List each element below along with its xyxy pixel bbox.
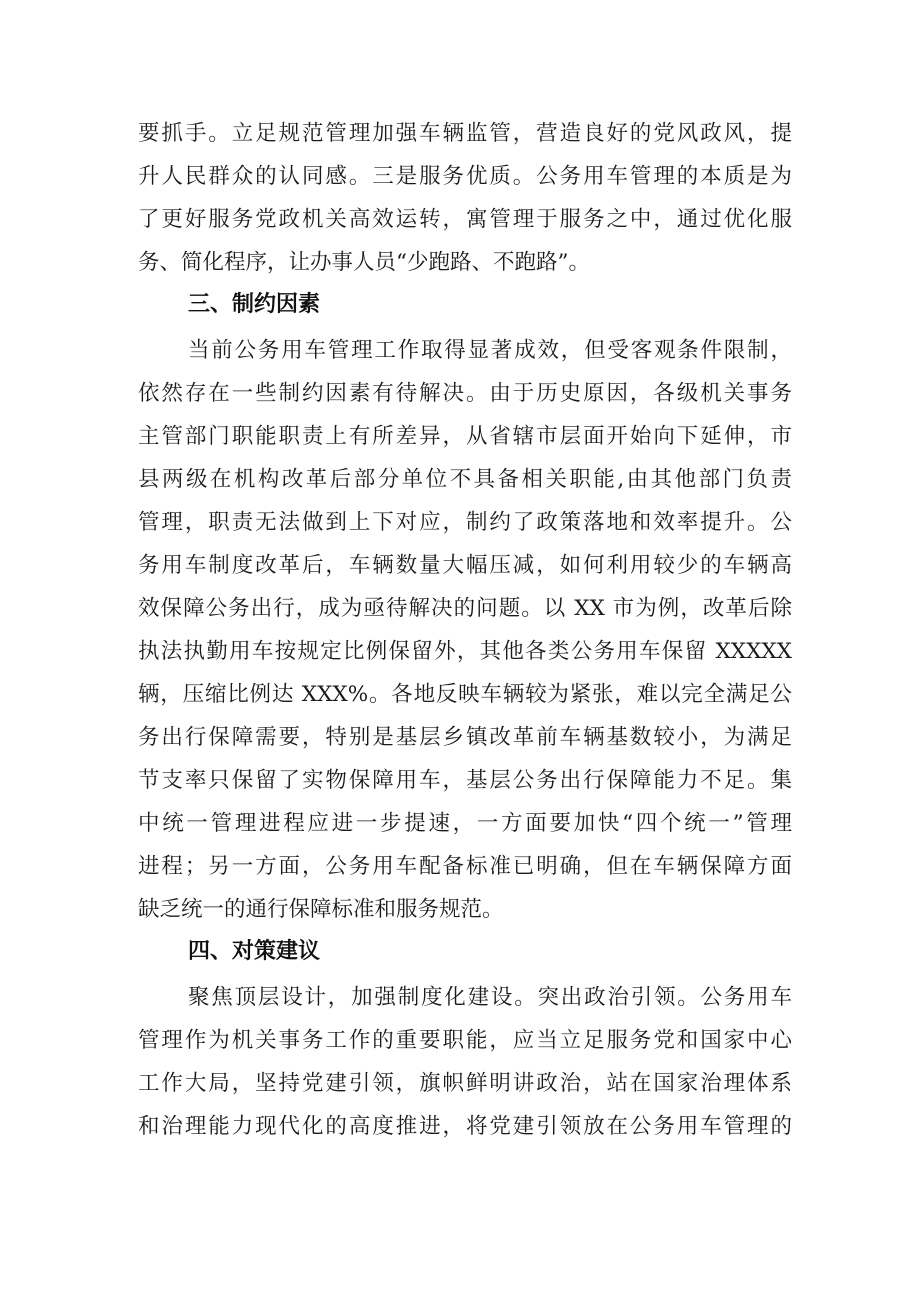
paragraph-line: 主管部门职能职责上有所差异，从省辖市层面开始向下延伸，市 [138, 424, 792, 449]
paragraph-line: 务用车制度改革后，车辆数量大幅压减，如何利用较少的车辆高 [138, 553, 792, 578]
paragraph-line: 了更好服务党政机关高效运转，寓管理于服务之中，通过优化服 [138, 207, 792, 232]
paragraph-line: 聚焦顶层设计，加强制度化建设。突出政治引领。公务用车 [188, 985, 792, 1010]
section-heading-recommendations: 四、对策建议 [188, 939, 321, 964]
paragraph-line: 依然存在一些制约因素有待解决。由于历史原因，各级机关事务 [138, 381, 792, 406]
paragraph-line: 管理作为机关事务工作的重要职能，应当立足服务党和国家中心 [138, 1028, 792, 1053]
paragraph-line: 务、简化程序，让办事人员“少跑路、不跑路”。 [138, 250, 590, 275]
paragraph-line: 务出行保障需要，特别是基层乡镇改革前车辆基数较小，为满足 [138, 725, 792, 750]
paragraph-line: 中统一管理进程应进一步提速，一方面要加快“四个统一”管理 [138, 811, 792, 836]
paragraph-line: 进程；另一方面，公务用车配备标准已明确，但在车辆保障方面 [138, 854, 792, 879]
paragraph-line: 县两级在机构改革后部分单位不具备相关职能,由其他部门负责 [138, 467, 792, 492]
paragraph-line: 执法执勤用车按规定比例保留外，其他各类公务用车保留 XXXXX [138, 639, 792, 664]
paragraph-line: 要抓手。立足规范管理加强车辆监管，营造良好的党风政风，提 [138, 121, 792, 146]
paragraph-line: 和治理能力现代化的高度推进，将党建引领放在公务用车管理的 [138, 1114, 792, 1139]
paragraph-line: 管理，职责无法做到上下对应，制约了政策落地和效率提升。公 [138, 510, 792, 535]
paragraph-line: 辆，压缩比例达 XXX%。各地反映车辆较为紧张，难以完全满足公 [138, 682, 792, 707]
section-heading-constraints: 三、制约因素 [188, 292, 321, 317]
paragraph-line: 升人民群众的认同感。三是服务优质。公务用车管理的本质是为 [138, 164, 792, 189]
paragraph-line: 效保障公务出行，成为亟待解决的问题。以 XX 市为例，改革后除 [138, 596, 792, 621]
paragraph-line: 节支率只保留了实物保障用车，基层公务出行保障能力不足。集 [138, 768, 792, 793]
paragraph-line: 工作大局，坚持党建引领，旗帜鲜明讲政治，站在国家治理体系 [138, 1071, 792, 1096]
paragraph-line: 缺乏统一的通行保障标准和服务规范。 [138, 897, 504, 922]
paragraph-line: 当前公务用车管理工作取得显著成效，但受客观条件限制， [188, 338, 792, 363]
